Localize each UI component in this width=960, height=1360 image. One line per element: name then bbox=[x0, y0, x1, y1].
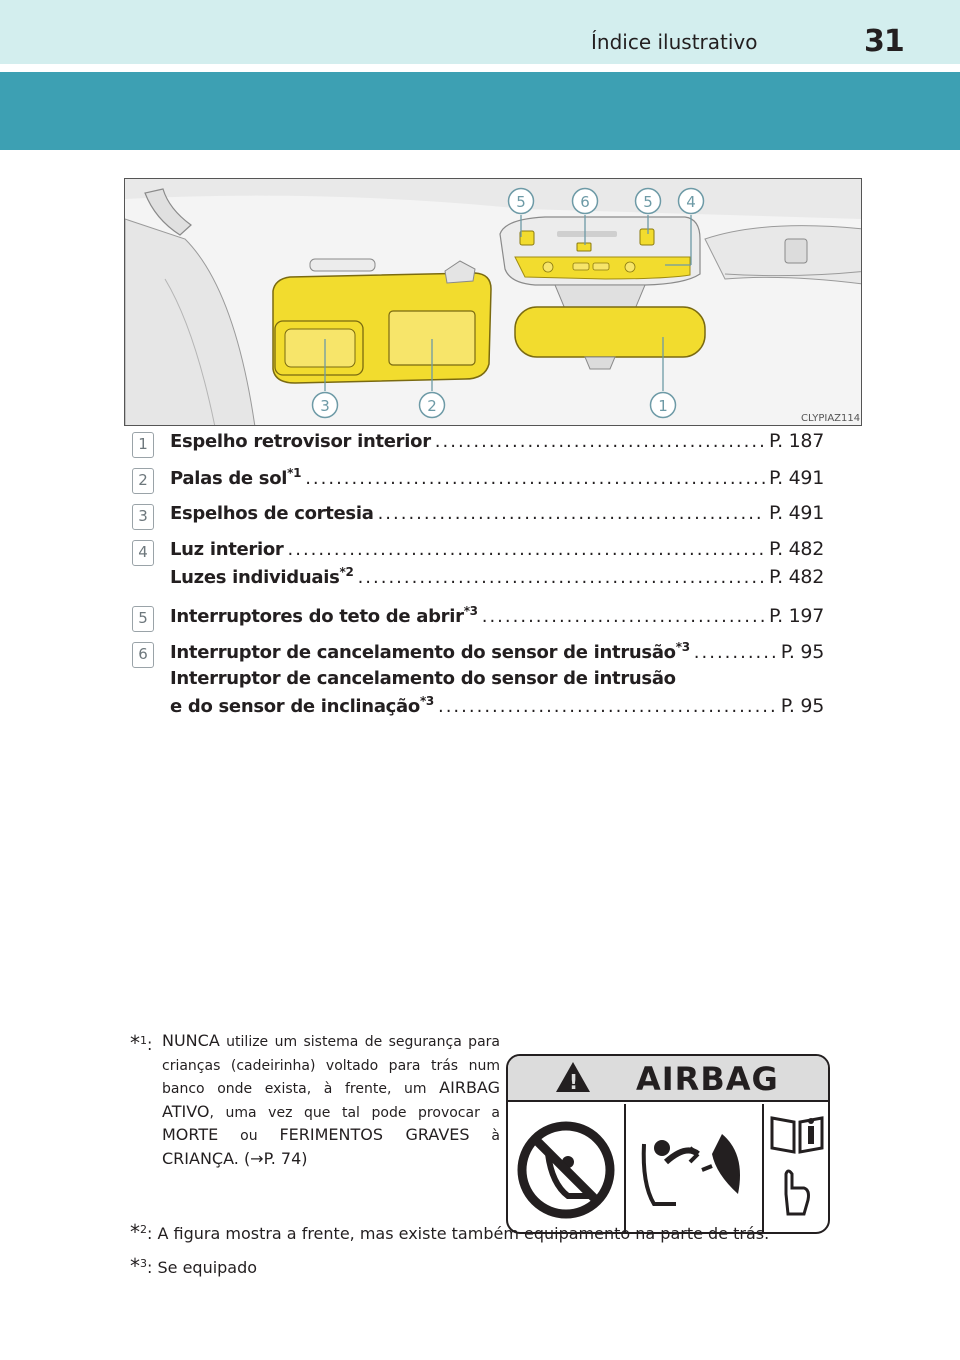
item-number-badge: 2 bbox=[132, 468, 154, 494]
leader-dots bbox=[305, 468, 765, 489]
leader-dots bbox=[378, 503, 765, 524]
page-number: 31 bbox=[864, 24, 904, 59]
list-item bbox=[132, 466, 824, 496]
illustration-svg bbox=[125, 179, 862, 426]
page-ref-link[interactable]: P. 491 bbox=[768, 467, 824, 489]
svg-text:4: 4 bbox=[686, 193, 696, 211]
page-ref-link[interactable]: P. 95 bbox=[780, 695, 824, 717]
item-line bbox=[170, 640, 824, 670]
callout-2 bbox=[420, 393, 445, 418]
svg-text:6: 6 bbox=[580, 193, 590, 211]
list-item bbox=[132, 502, 824, 532]
leader-dots bbox=[288, 539, 765, 560]
item-subline bbox=[170, 565, 824, 595]
item-number-badge: 3 bbox=[132, 504, 154, 530]
callout-5-right bbox=[636, 189, 661, 214]
item-label: Espelho retrovisor interior bbox=[170, 431, 431, 452]
item-line bbox=[170, 466, 824, 496]
callout-4 bbox=[679, 189, 704, 214]
list-item bbox=[132, 604, 824, 634]
page-header bbox=[0, 0, 960, 64]
leader-dots bbox=[438, 696, 777, 717]
page-ref-link[interactable]: P. 197 bbox=[768, 605, 824, 627]
callout-5-left bbox=[509, 189, 534, 214]
item-subline bbox=[170, 694, 824, 724]
item-number-badge: 6 bbox=[132, 642, 154, 668]
footnote-mark: *3 bbox=[463, 604, 478, 618]
page-ref-link[interactable]: P. 95 bbox=[780, 641, 824, 663]
footnote-mark: *3 bbox=[675, 640, 690, 654]
footnote-mark: *3 bbox=[419, 694, 434, 708]
callout-3 bbox=[313, 393, 338, 418]
list-item bbox=[132, 640, 824, 730]
footnote-1: *$^1$: NUNCA utilize um sistema de segurança para crianças (cadeirinha) voltado para trás num banco onde exista, à frente, um AIRBAG ATIVO, uma vez que tal pode provocar a MORTE ou FERIMENTOS GRAVES à CRIANÇA. (→P. 74) bbox=[130, 1031, 500, 1168]
page-ref-link[interactable]: P. 482 bbox=[768, 566, 824, 588]
airbag-word: AIRBAG bbox=[636, 1060, 779, 1098]
svg-text:5: 5 bbox=[643, 193, 653, 211]
figure-code: CLYPIAZ114 bbox=[801, 413, 861, 424]
page-ref-link[interactable]: P. 482 bbox=[768, 538, 824, 560]
page-ref-link[interactable]: P. 187 bbox=[768, 430, 824, 452]
svg-text:2: 2 bbox=[427, 397, 437, 415]
list-item bbox=[132, 430, 824, 460]
item-line bbox=[170, 502, 824, 532]
section-band bbox=[0, 72, 960, 150]
svg-text:3: 3 bbox=[320, 397, 330, 415]
item-sub-label: Luzes individuais bbox=[170, 567, 340, 588]
read-manual-icon bbox=[764, 1104, 830, 1234]
leader-dots bbox=[482, 606, 765, 627]
svg-text:5: 5 bbox=[516, 193, 526, 211]
callout-6 bbox=[573, 189, 598, 214]
interior-illustration bbox=[124, 178, 862, 426]
item-line bbox=[170, 604, 824, 634]
no-rear-facing-child-seat-icon bbox=[508, 1104, 626, 1234]
item-number-badge: 4 bbox=[132, 540, 154, 566]
item-label: Interruptores do teto de abrir bbox=[170, 606, 464, 627]
item-sub-label: Interruptor de cancelamento do sensor de intrusão bbox=[170, 668, 676, 689]
svg-text:1: 1 bbox=[658, 397, 668, 415]
item-line bbox=[170, 430, 824, 460]
airbag-warning-label: ! AIRBAG bbox=[506, 1054, 830, 1234]
footnote-3: *$^3$: Se equipado bbox=[130, 1254, 258, 1278]
header-title: Índice ilustrativo bbox=[591, 30, 758, 54]
item-label: Palas de sol bbox=[170, 468, 288, 489]
footnote-mark: *2 bbox=[339, 565, 354, 579]
leader-dots bbox=[435, 431, 765, 452]
item-label: Interruptor de cancelamento do sensor de intrusão bbox=[170, 642, 676, 663]
item-number-badge: 1 bbox=[132, 432, 154, 458]
footnote-2: *$^2$: A figura mostra a frente, mas existe também equipamento na parte de trás. bbox=[130, 1220, 770, 1244]
leader-dots bbox=[694, 642, 777, 663]
list-item bbox=[132, 538, 824, 598]
page-ref-link[interactable]: P. 491 bbox=[768, 502, 824, 524]
footnote-mark: *1 bbox=[287, 466, 302, 480]
item-sub-label: e do sensor de inclinação bbox=[170, 696, 420, 717]
callout-1 bbox=[651, 393, 676, 418]
item-label: Espelhos de cortesia bbox=[170, 503, 374, 524]
airbag-deploy-icon bbox=[626, 1104, 764, 1234]
item-label: Luz interior bbox=[170, 539, 284, 560]
leader-dots bbox=[358, 567, 765, 588]
item-line bbox=[170, 538, 824, 568]
item-number-badge: 5 bbox=[132, 606, 154, 632]
